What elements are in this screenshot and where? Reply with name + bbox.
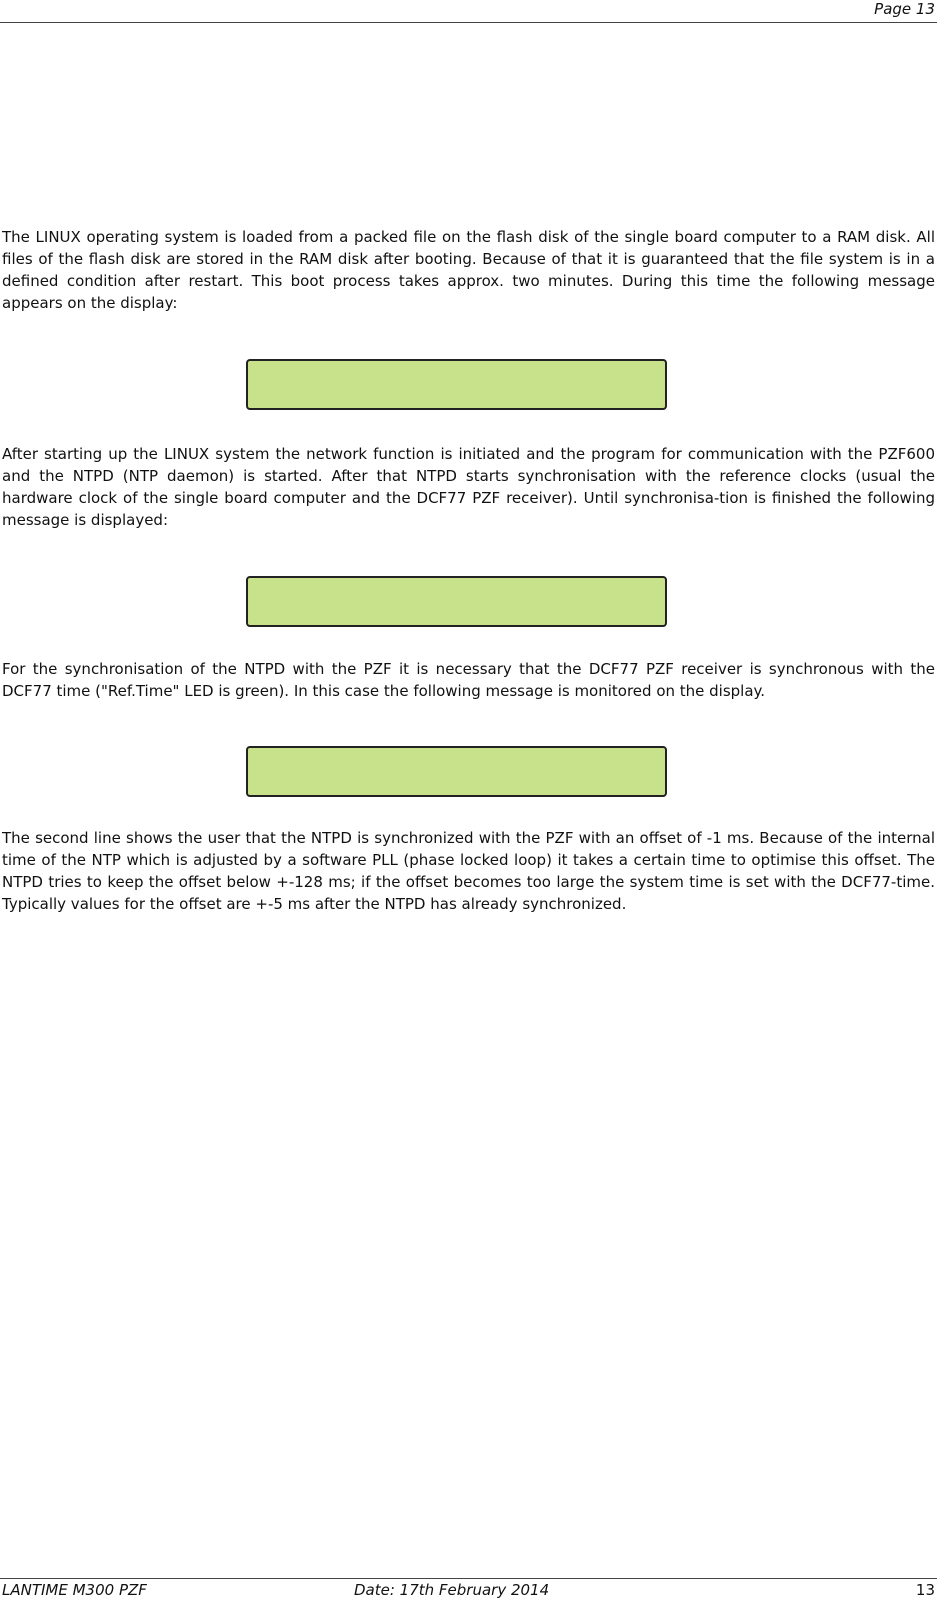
page-label: Page 13 <box>874 0 935 18</box>
footer-product-name: LANTIME M300 PZF <box>2 1581 147 1599</box>
lcd-display-sync-message <box>246 576 667 627</box>
lcd-display-boot-message <box>246 359 667 410</box>
page-header <box>0 0 937 23</box>
footer-date: Date: 17th February 2014 <box>354 1581 550 1599</box>
footer-page-number: 13 <box>915 1581 935 1599</box>
paragraph-offset-explanation: The second line shows the user that the NTPD is synchronized with the PZF with an offset of -1 ms. Because of the internal time of the NTP which is adjusted by a software PLL (phase locked loop) it takes a certain time to optimise this offset. The NTPD tries to keep the offset below +-128 ms; if the offset becomes too large the system time is set with the DCF77-time. Typically values for the offset are +-5 ms after the NTPD has already synchronized. <box>2 829 935 913</box>
paragraph-boot-process: The LINUX operating system is loaded from a packed file on the flash disk of the single board computer to a RAM disk. All files of the flash disk are stored in the RAM disk after booting. Because of that it is guaranteed that the file system is in a defined condition after restart. This boot process takes approx. two minutes. During this time the following message appears on the display: <box>2 228 935 312</box>
lcd-display-synchronized-message <box>246 746 667 797</box>
page-footer <box>0 1578 937 1602</box>
paragraph-synchronous-time: For the synchronisation of the NTPD with the PZF it is necessary that the DCF77 PZF receiver is synchronous with the DCF77 time ("Ref.Time" LED is green). In this case the following message is monitored on the display. <box>2 660 935 700</box>
paragraph-ntpd-start: After starting up the LINUX system the network function is initiated and the program for communication with the PZF600 and the NTPD (NTP daemon) is started. After that NTPD starts synchronisation with the reference clocks (usual the hardware clock of the single board computer and the DCF77 PZF receiver). Until synchronisa-tion is finished the following message is displayed: <box>2 445 935 529</box>
